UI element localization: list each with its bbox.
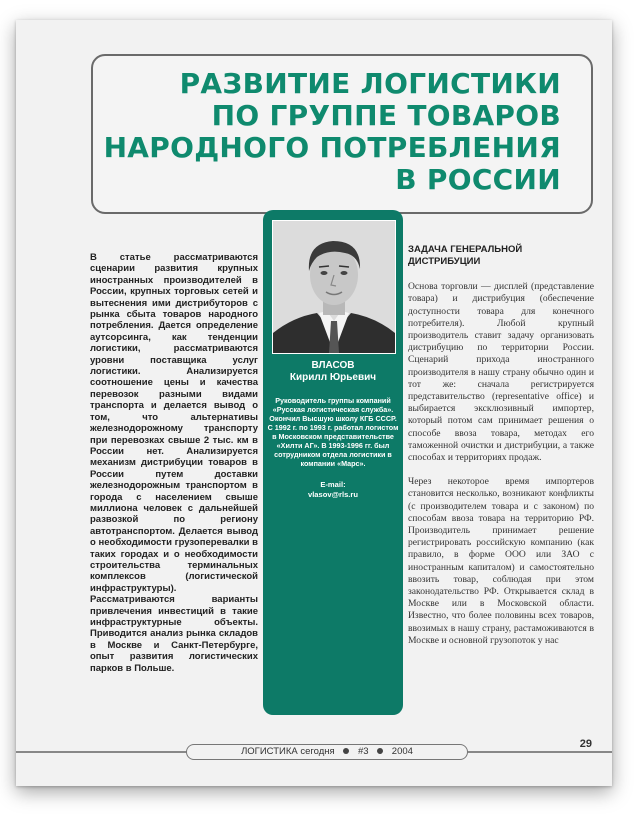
issue-number: #3 <box>357 746 369 757</box>
main-text-column <box>408 244 594 647</box>
bullet-icon <box>343 748 349 754</box>
author-surname: ВЛАСОВ <box>311 360 355 371</box>
author-description: Руководитель группы компаний «Русская логистическая служба». Окончил Высшую школу КГБ СССР. С 1992 г. по 1993 г. работал логистом в Московском представительстве «Хилти АГ». В 1993-1996 гг. был сотрудником отдела логистики в компании «Марс». <box>267 396 399 468</box>
author-bio <box>267 360 399 500</box>
footer-masthead <box>186 744 468 760</box>
magazine-page <box>16 20 612 786</box>
title-line: НАРОДНОГО ПОТРЕБЛЕНИЯ <box>103 131 561 164</box>
page-number: 29 <box>579 738 592 750</box>
email-label: E-mail: <box>320 480 346 489</box>
bullet-icon <box>377 748 383 754</box>
body-paragraph: Через некоторое время импортеров становится несколько, возникают конфликты (с производителем товара и с законом) по способам ввоза товара на территорию РФ. Производитель принимает решение регистрировать российскую компанию (как правило, в форме ООО или ЗАО с иностранным капиталом) и самостоятельно ввозить товар, соблюдая при этом законодательство РФ. Открывается склад в Москве или в Московской области. Известно, что более половины всех товаров, ввозимых в нашу страну, растаможиваются в Москве и основной грузопоток у нас <box>408 476 594 646</box>
article-title <box>104 68 561 196</box>
magazine-name: ЛОГИСТИКА сегодня <box>241 746 335 757</box>
title-line: ПО ГРУППЕ ТОВАРОВ <box>211 99 561 132</box>
author-email: vlasov@rls.ru <box>307 490 359 499</box>
body-paragraph: Основа торговли — дисплей (представление товара) и дистрибуция (обеспечение доступности товара для конечного потребителя). Любой крупный производитель ставит задачу организовать дистрибуцию по территории России. Сценарий прихода иностранного производителя в нашу страну обычно один и тот же: сначала регистрируется представительство (representative office) и выбирается эксклюзивный импортер, который потом сам принимает решения о способе ввоза товара, методах его таможенной очистки и дистрибуции, а также способах и территориях продаж. <box>408 281 594 464</box>
author-photo <box>272 220 396 354</box>
abstract-text: В статье рассматриваются сценарии развития крупных иностранных производителей в России, крупных торговых сетей и вытеснения ими дистрибуторов с рынка сбыта товаров народного потребления. Дается определение аутсорсинга, как тенденции логистики, рассматриваются уровни поставщика услуг логистики. Анализируется соотношение цены и качества перевозок разными видами транспорта и делается вывод о том, что альтернативы железнодорожному транспорту при перевозках свыше 2 тыс. км в России нет. Анализируется механизм дистрибуции товаров в России путем доставки железнодорожным транспортом в города с населением свыше миллиона человек с дальнейшей развозкой по региону автотранспортом. Делается вывод о необходимости грузоперевалки в таких городах и о необходимости строительства терминальных комплексов (логистической инфраструктуры). Рассматриваются варианты привлечения инвестиций в такие инфраструктурные объекты. Приводится анализ рынка складов в Москве и Санкт-Петербурге, опыт развития логистических парков в Польше. <box>90 252 258 674</box>
title-line: В РОССИИ <box>395 163 561 196</box>
author-panel <box>263 210 403 715</box>
section-heading: ЗАДАЧА ГЕНЕРАЛЬНОЙ ДИСТРИБУЦИИ <box>408 244 523 267</box>
author-name: Кирилл Юрьевич <box>289 372 377 383</box>
author-portrait-image <box>273 221 395 353</box>
title-line: РАЗВИТИЕ ЛОГИСТИКИ <box>179 67 561 100</box>
title-frame <box>91 54 593 214</box>
issue-year: 2004 <box>391 746 413 757</box>
